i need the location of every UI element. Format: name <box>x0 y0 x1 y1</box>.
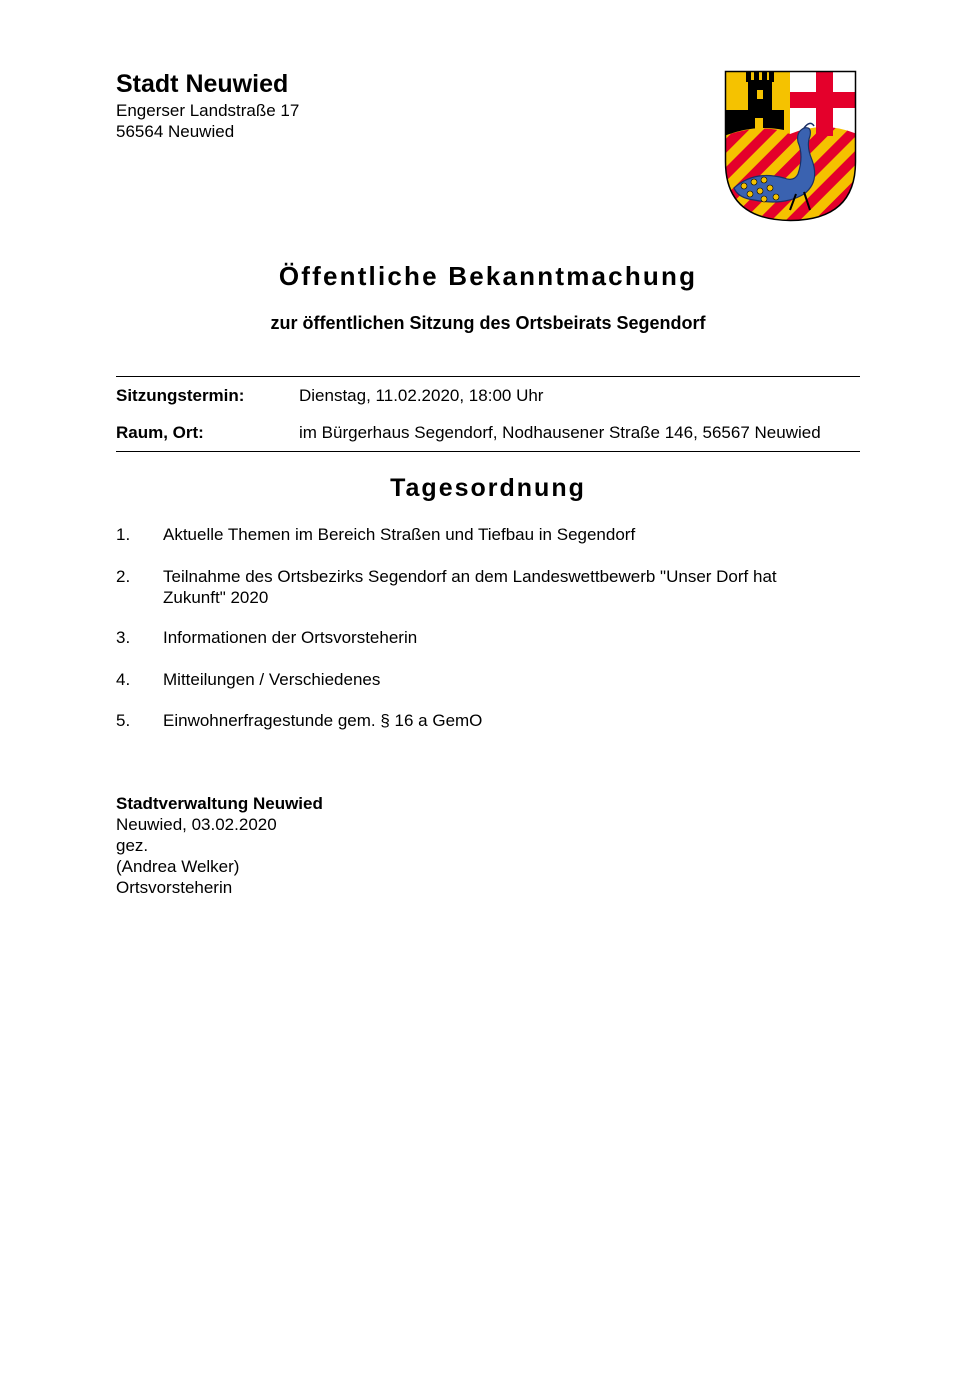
agenda-item-number: 2. <box>116 567 131 586</box>
agenda-title: Tagesordnung <box>390 474 586 502</box>
meeting-date-value: Dienstag, 11.02.2020, 18:00 Uhr <box>299 386 544 405</box>
page-subtitle: zur öffentlichen Sitzung des Ortsbeirats Segendorf <box>270 313 706 333</box>
sender-block <box>116 68 536 142</box>
divider-bottom <box>116 451 860 452</box>
agenda-item-number: 3. <box>116 628 131 647</box>
coat-of-arms-icon <box>724 70 857 222</box>
agenda-item-number: 4. <box>116 670 131 689</box>
signature-role: Ortsvorsteherin <box>116 878 233 897</box>
meeting-place-value: im Bürgerhaus Segendorf, Nodhausener Straße 146, 56567 Neuwied <box>299 423 821 442</box>
sender-city: 56564 Neuwied <box>116 122 235 141</box>
agenda-item-text: Informationen der Ortsvorsteherin <box>163 628 418 647</box>
agenda-item-number: 5. <box>116 711 131 730</box>
agenda-item-text: Teilnahme des Ortsbezirks Segendorf an dem Landeswettbewerb "Unser Dorf hat Zukunft" 2020 <box>163 567 777 607</box>
page-title: Öffentliche Bekanntmachung <box>278 261 698 291</box>
agenda-item-text: Einwohnerfragestunde gem. § 16 a GemO <box>163 711 483 730</box>
signature-organization: Stadtverwaltung Neuwied <box>116 794 323 813</box>
signature-gez: gez. <box>116 836 149 855</box>
agenda-item-text: Aktuelle Themen im Bereich Straßen und Tiefbau in Segendorf <box>163 525 636 544</box>
agenda-item-text: Mitteilungen / Verschiedenes <box>163 670 381 689</box>
agenda-item-number: 1. <box>116 525 131 544</box>
meeting-date-label: Sitzungstermin: <box>116 386 245 405</box>
sender-name: Stadt Neuwied <box>116 70 289 98</box>
divider-top <box>116 376 860 377</box>
sender-street: Engerser Landstraße 17 <box>116 101 300 120</box>
signature-place-date: Neuwied, 03.02.2020 <box>116 815 277 834</box>
signature-block <box>116 793 616 898</box>
signature-name: (Andrea Welker) <box>116 857 240 876</box>
meeting-place-label: Raum, Ort: <box>116 423 204 442</box>
